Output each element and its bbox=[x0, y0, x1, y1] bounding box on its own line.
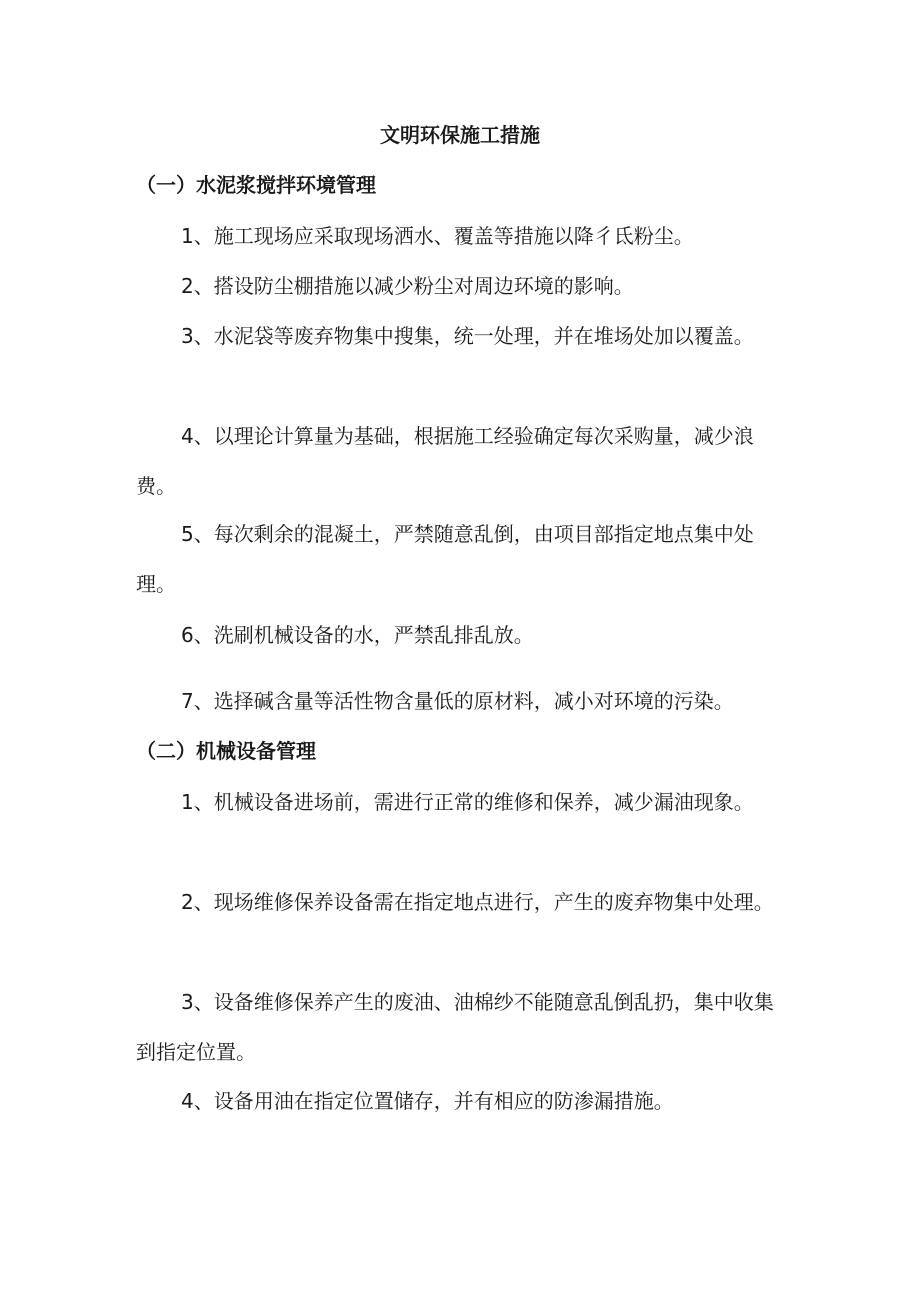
list-item: 1、机械设备进场前，需进行正常的维修和保养，减少漏油现象。 bbox=[181, 790, 754, 814]
list-item: 1、施工现场应采取现场洒水、覆盖等措施以降彳氐粉尘。 bbox=[181, 224, 694, 248]
section-heading-2: （二）机械设备管理 bbox=[136, 739, 316, 763]
list-item: 7、选择碱含量等活性物含量低的原材料，减小对环境的污染。 bbox=[181, 689, 734, 713]
list-item: 3、水泥袋等废弃物集中搜集，统一处理，并在堆场处加以覆盖。 bbox=[181, 324, 754, 348]
document-title: 文明环保施工措施 bbox=[380, 123, 540, 147]
list-item: 3、设备维修保养产生的废油、油棉纱不能随意乱倒乱扔，集中收集到指定位置。 bbox=[136, 990, 774, 1064]
list-item: 2、搭设防尘棚措施以减少粉尘对周边环境的影响。 bbox=[181, 274, 634, 298]
section-heading-1: （一）水泥浆搅拌环境管理 bbox=[136, 173, 376, 197]
list-item: 4、设备用油在指定位置储存，并有相应的防渗漏措施。 bbox=[181, 1089, 674, 1113]
list-item: 6、洗刷机械设备的水，严禁乱排乱放。 bbox=[181, 623, 534, 647]
list-item: 4、以理论计算量为基础，根据施工经验确定每次采购量，减少浪费。 bbox=[136, 424, 754, 498]
list-item: 5、每次剩余的混凝土，严禁随意乱倒，由项目部指定地点集中处理。 bbox=[136, 522, 754, 596]
list-item: 2、现场维修保养设备需在指定地点进行，产生的废弃物集中处理。 bbox=[181, 890, 774, 914]
